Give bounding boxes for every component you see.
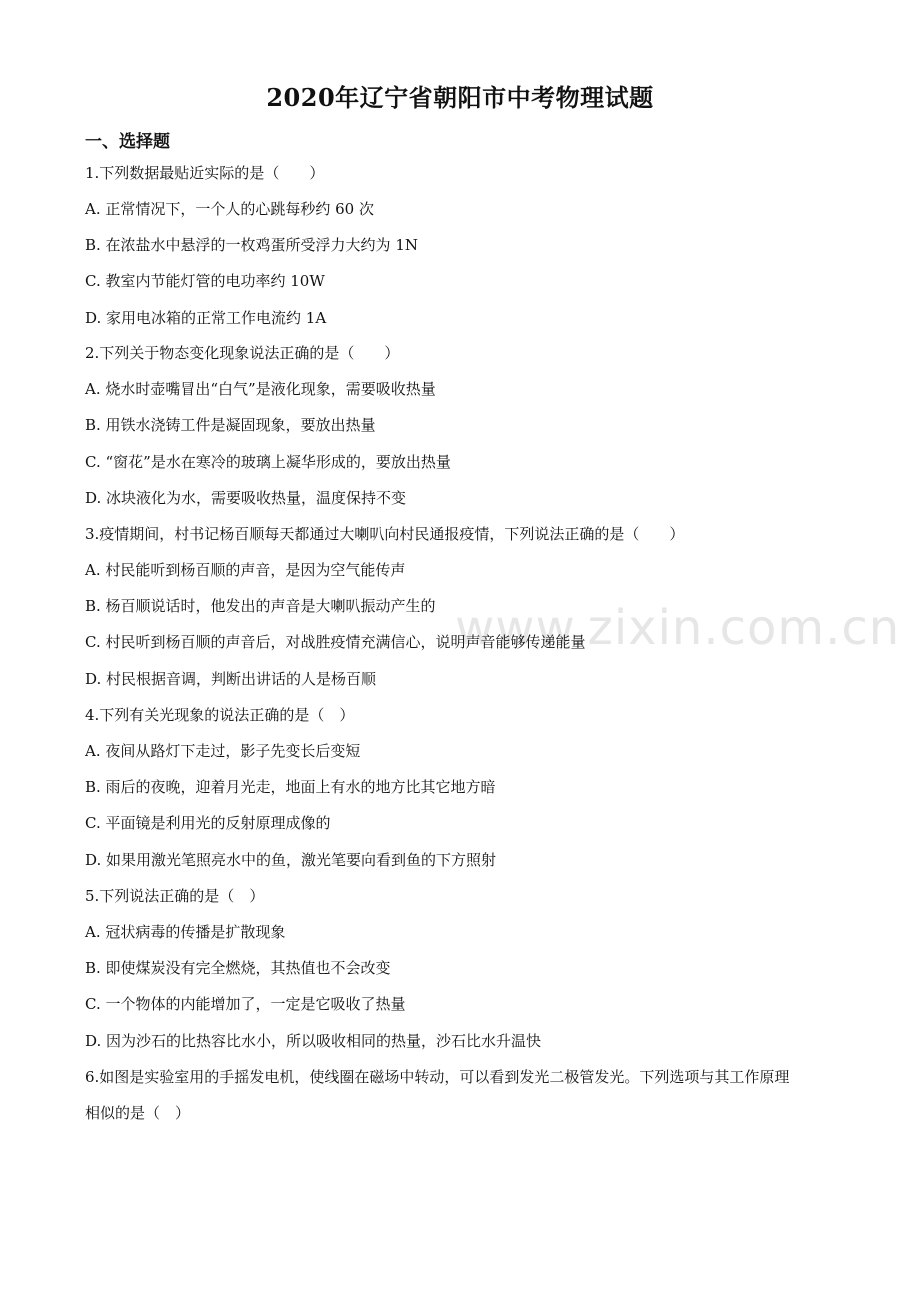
question-3: 3.疫情期间，村书记杨百顺每天都通过大喇叭向村民通报疫情，下列说法正确的是（ ）	[85, 525, 685, 543]
question-6-continued: 相似的是（ ）	[85, 1104, 191, 1122]
question-1-option-a: A. 正常情况下，一个人的心跳每秒约 60 次	[85, 200, 374, 218]
watermark: www.zixin.com.cn	[455, 600, 901, 656]
question-3-option-a: A. 村民能听到杨百顺的声音，是因为空气能传声	[85, 561, 406, 579]
question-4-option-c: C. 平面镜是利用光的反射原理成像的	[85, 814, 331, 832]
question-5-option-a: A. 冠状病毒的传播是扩散现象	[85, 923, 286, 941]
question-5: 5.下列说法正确的是（ ）	[85, 887, 265, 905]
question-4: 4.下列有关光现象的说法正确的是（ ）	[85, 706, 355, 724]
question-2: 2.下列关于物态变化现象说法正确的是（ ）	[85, 344, 400, 362]
question-1-option-c: C. 教室内节能灯管的电功率约 10W	[85, 272, 325, 290]
question-3-option-d: D. 村民根据音调，判断出讲话的人是杨百顺	[85, 670, 377, 688]
page-title: 2020年辽宁省朝阳市中考物理试题	[266, 83, 654, 112]
question-2-option-a: A. 烧水时壶嘴冒出“白气”是液化现象，需要吸收热量	[85, 380, 436, 398]
question-5-option-c: C. 一个物体的内能增加了，一定是它吸收了热量	[85, 995, 406, 1013]
question-2-option-b: B. 用铁水浇铸工件是凝固现象，要放出热量	[85, 416, 376, 434]
section-heading: 一、选择题	[85, 132, 170, 152]
question-5-option-b: B. 即使煤炭没有完全燃烧，其热值也不会改变	[85, 959, 391, 977]
question-1-option-b: B. 在浓盐水中悬浮的一枚鸡蛋所受浮力大约为 1N	[85, 236, 418, 254]
question-3-option-b: B. 杨百顺说话时，他发出的声音是大喇叭振动产生的	[85, 597, 436, 615]
question-4-option-a: A. 夜间从路灯下走过，影子先变长后变短	[85, 742, 361, 760]
question-2-option-c: C. “窗花”是水在寒冷的玻璃上凝华形成的，要放出热量	[85, 453, 451, 471]
question-1: 1.下列数据最贴近实际的是（ ）	[85, 164, 325, 182]
question-3-option-c: C. 村民听到杨百顺的声音后，对战胜疫情充满信心，说明声音能够传递能量	[85, 633, 586, 651]
question-4-option-d: D. 如果用激光笔照亮水中的鱼，激光笔要向看到鱼的下方照射	[85, 851, 497, 869]
question-6: 6.如图是实验室用的手摇发电机，使线圈在磁场中转动，可以看到发光二极管发光。下列选项与其工作原理	[85, 1068, 790, 1086]
question-4-option-b: B. 雨后的夜晚，迎着月光走，地面上有水的地方比其它地方暗	[85, 778, 496, 796]
question-2-option-d: D. 冰块液化为水，需要吸收热量，温度保持不变	[85, 489, 407, 507]
question-5-option-d: D. 因为沙石的比热容比水小，所以吸收相同的热量，沙石比水升温快	[85, 1032, 542, 1050]
question-1-option-d: D. 家用电冰箱的正常工作电流约 1A	[85, 309, 327, 327]
